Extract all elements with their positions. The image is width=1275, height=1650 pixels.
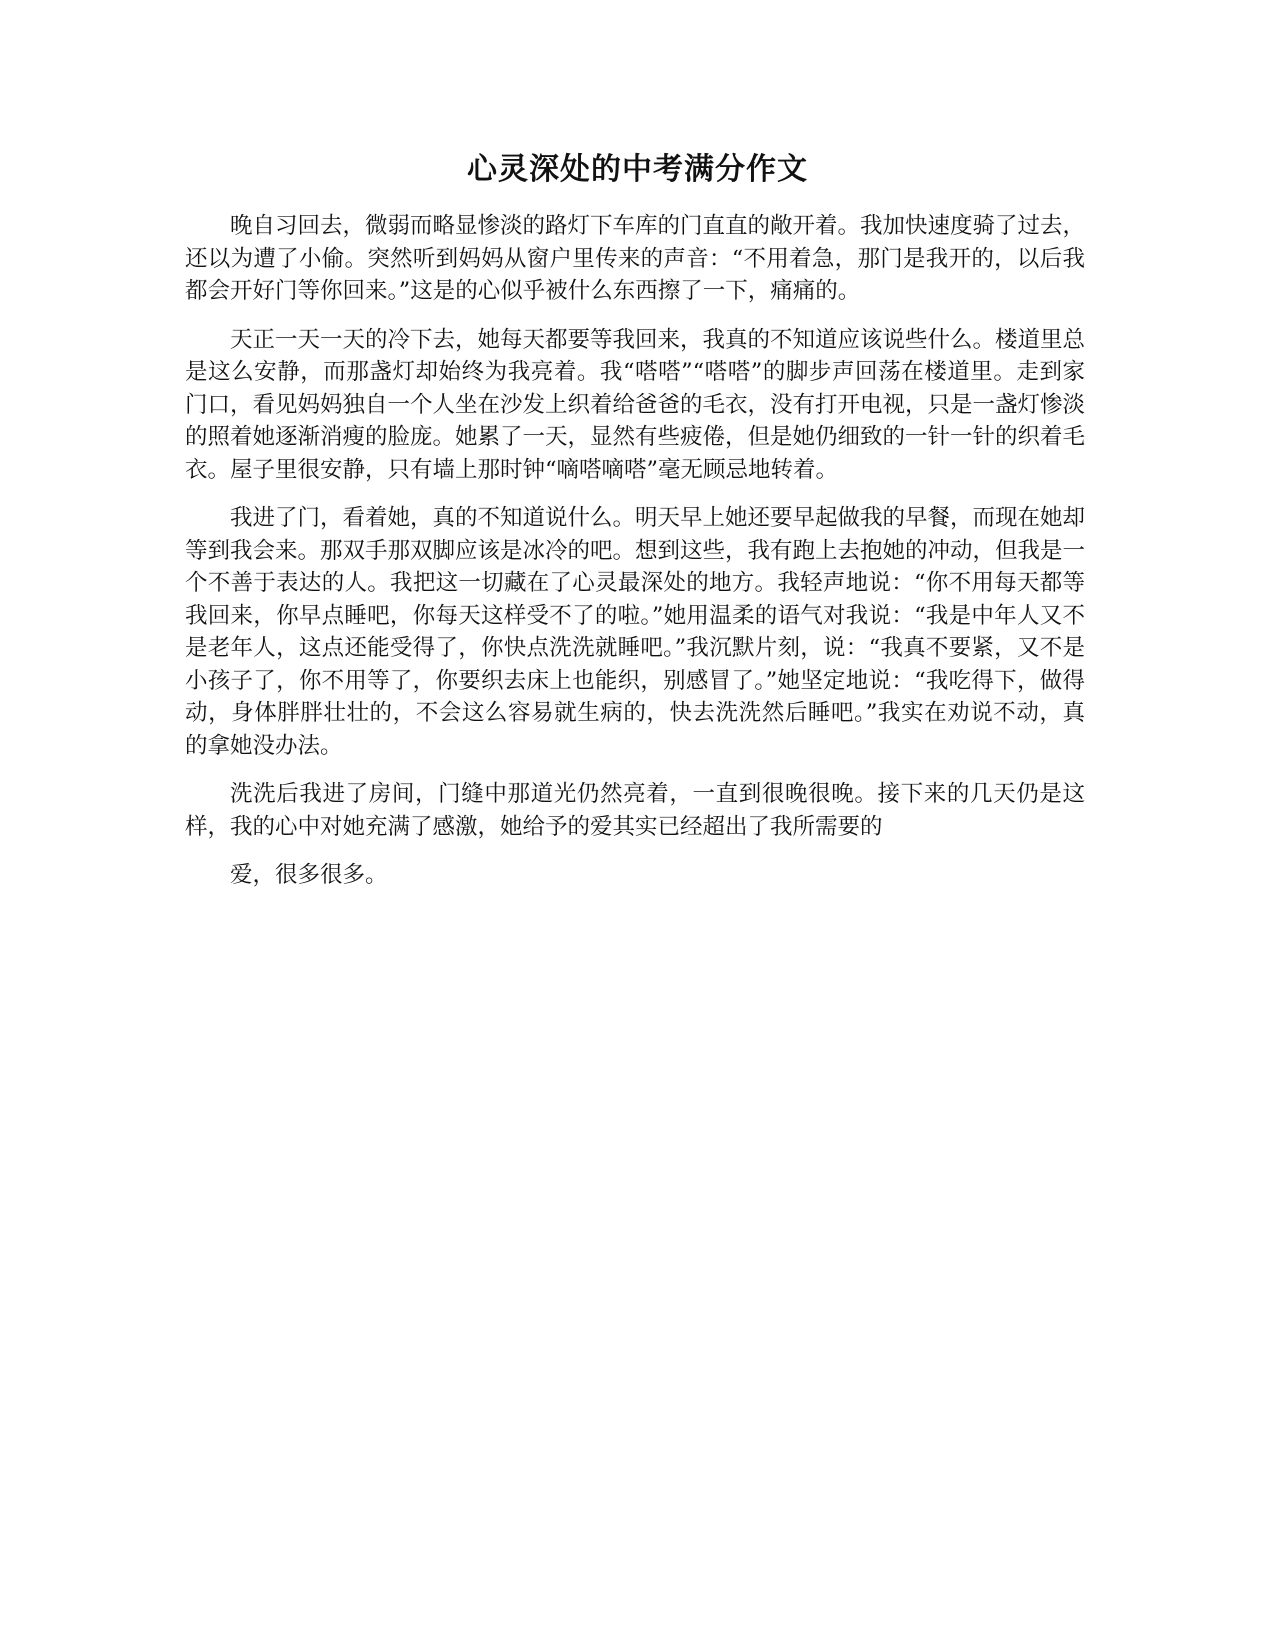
paragraph-2: 天正一天一天的冷下去，她每天都要等我回来，我真的不知道应该说些什么。楼道里总是这么安静，而那盏灯却始终为我亮着。我“嗒嗒”“嗒嗒”的脚步声回荡在楼道里。走到家门口，看见妈妈独自一个人坐在沙发上织着给爸爸的毛衣，没有打开电视，只是一盏灯惨淡的照着她逐渐消瘦的脸庞。她累了一天，显然有些疲倦，但是她仍细致的一针一针的织着毛衣。屋子里很安静，只有墙上那时钟“嘀嗒嘀嗒”毫无顾忌地转着。 <box>185 326 1086 483</box>
paragraph-5: 爱，很多很多。 <box>230 862 388 888</box>
paragraph-1: 晚自习回去，微弱而略显惨淡的路灯下车库的门直直的敞开着。我加快速度骑了过去，还以为遭了小偷。突然听到妈妈从窗户里传来的声音：“不用着急，那门是我开的，以后我都会开好门等你回来。”这是的心似乎被什么东西擦了一下，痛痛的。 <box>185 213 1086 304</box>
document-body <box>185 210 1085 908</box>
paragraph-3: 我进了门，看着她，真的不知道说什么。明天早上她还要早起做我的早餐，而现在她却等到我会来。那双手那双脚应该是冰冷的吧。想到这些，我有跑上去抱她的冲动，但我是一个不善于表达的人。我把这一切藏在了心灵最深处的地方。我轻声地说：“你不用每天都等我回来，你早点睡吧，你每天这样受不了的啦。”她用温柔的语气对我说：“我是中年人又不是老年人，这点还能受得了，你快点洗洗就睡吧。”我沉默片刻，说：“我真不要紧，又不是小孩子了，你不用等了，你要织去床上也能织，别感冒了。”她坚定地说：“我吃得下，做得动，身体胖胖壮壮的，不会这么容易就生病的，快去洗洗然后睡吧。”我实在劝说不动，真的拿她没办法。 <box>185 505 1086 759</box>
document-title: 心灵深处的中考满分作文 <box>467 152 808 187</box>
paragraph-4: 洗洗后我进了房间，门缝中那道光仍然亮着，一直到很晚很晚。接下来的几天仍是这样，我的心中对她充满了感激，她给予的爱其实已经超出了我所需要的 <box>185 781 1085 840</box>
